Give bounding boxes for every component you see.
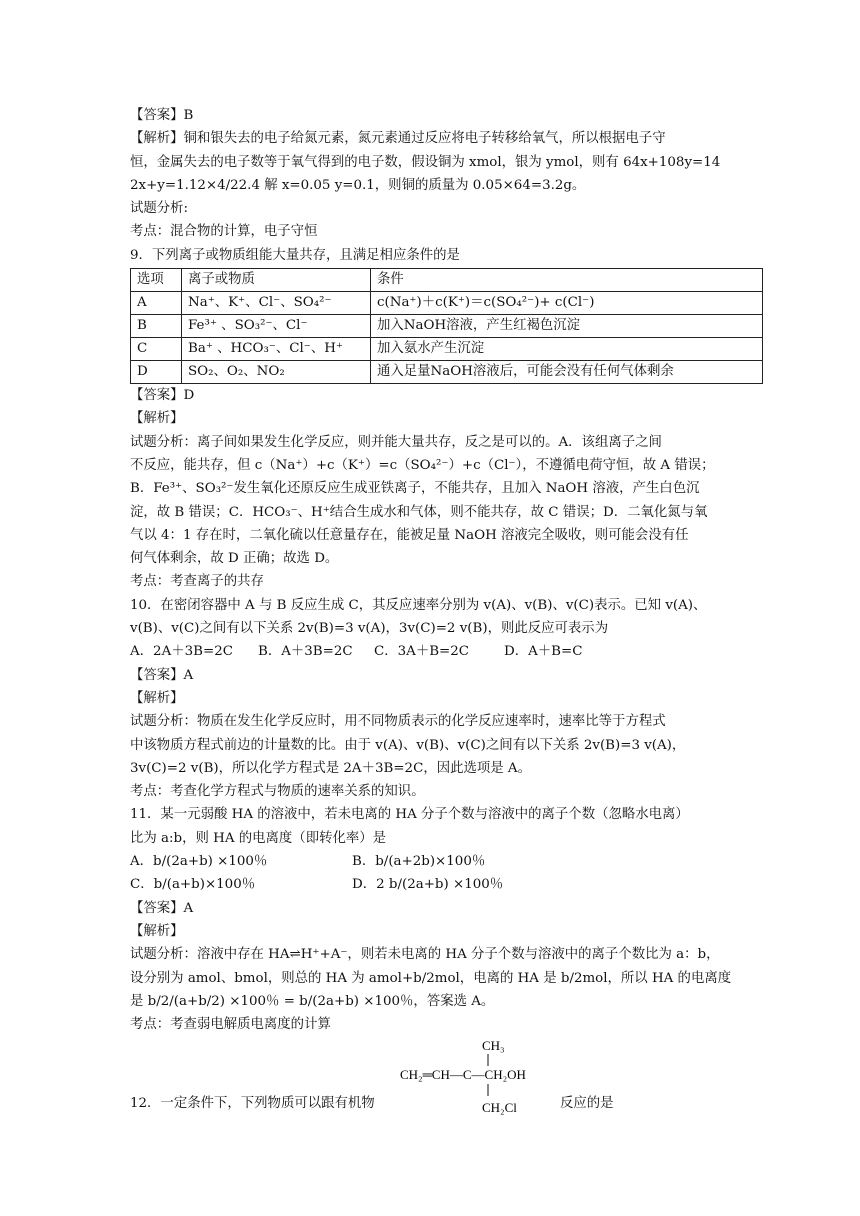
- table-cell: 加入NaOH溶液，产生红褐色沉淀: [371, 315, 763, 338]
- q9-analysis-line: 不反应，能共存，但 c（Na⁺）+c（K⁺）=c（SO₄²⁻）+c（Cl⁻），不遵循电荷守恒，故 A 错误；: [130, 457, 715, 473]
- q9-answer: 【答案】D: [130, 388, 195, 404]
- table-row: [131, 315, 763, 338]
- q8-kaodian: 考点：混合物的计算，电子守恒: [130, 224, 318, 240]
- structure-main-chain: CH₂═CH—C—CH₂OH: [400, 1067, 526, 1083]
- table-cell: 通入足量NaOH溶液后，可能会没有任何气体剩余: [371, 361, 763, 384]
- q9-analysis-line: 试题分析：离子间如果发生化学反应，则并能大量共存，反之是可以的。A．该组离子之间: [130, 434, 662, 450]
- q11-stem: 11．某一元弱酸 HA 的溶液中，若未电离的 HA 分子个数与溶液中的离子个数（忽略水电离）: [130, 807, 689, 823]
- table-header-row: [131, 269, 763, 292]
- document-page: [130, 104, 768, 1118]
- q8-tishi: 试题分析:: [130, 201, 189, 217]
- q12-block: [130, 1036, 768, 1118]
- q11-options: [130, 850, 768, 897]
- q10-jiexi: 【解析】: [130, 690, 184, 706]
- q11-answer: 【答案】A: [130, 900, 194, 916]
- q10-analysis-line: 3v(C)=2 v(B)，所以化学方程式是 2A＋3B=2C，因此选项是 A。: [130, 760, 531, 776]
- q10-analysis-line: 中该物质方程式前边的计量数的比。由于 v(A)、v(B)、v(C)之间有以下关系 2v(B)=3 v(A)，: [130, 737, 686, 753]
- q10-analysis-line: 试题分析：物质在发生化学反应时，用不同物质表示的化学反应速率时，速率比等于方程式: [130, 714, 666, 730]
- q9-kaodian: 考点：考查离子的共存: [130, 574, 264, 590]
- table-cell: SO₂、O₂、NO₂: [182, 361, 371, 384]
- table-cell: B: [131, 315, 182, 338]
- q9-analysis-line: B．Fe³⁺、SO₃²⁻发生氧化还原反应生成亚铁离子，不能共存，且加入 NaOH 溶液，产生白色沉: [130, 481, 700, 497]
- q9-jiexi: 【解析】: [130, 411, 184, 427]
- table-cell: Fe³⁺ 、SO₃²⁻、Cl⁻: [182, 315, 371, 338]
- table-header-cell: 条件: [371, 269, 763, 292]
- q11-analysis-line: 试题分析：溶液中存在 HA⇌H⁺+A⁻，则若未电离的 HA 分子个数与溶液中的离子个数比为 a：b，: [130, 947, 720, 963]
- table-cell: C: [131, 338, 182, 361]
- q12-stem-post: 反应的是: [560, 1096, 614, 1112]
- q10-answer: 【答案】A: [130, 667, 194, 683]
- structure-bottom-group: CH₂Cl: [482, 1100, 517, 1116]
- q8-analysis-line: 恒，金属失去的电子数等于氧气得到的电子数，假设铜为 xmol，银为 ymol，则有 64x+108y=14: [130, 154, 721, 170]
- q10-stem: v(B)、v(C)之间有以下关系 2v(B)=3 v(A)，3v(C)=2 v(B)，则此反应可表示为: [130, 621, 609, 637]
- q9-analysis-line: 气以 4：1 存在时，二氧化硫以任意量存在，能被足量 NaOH 溶液完全吸收，则可能会没有任: [130, 527, 689, 543]
- q11-analysis-line: 是 b/2/(a+b/2) ×100％ = b/(2a+b) ×100％，答案选 A。: [130, 993, 495, 1009]
- q9-analysis-line: 淀，故 B 错误；C．HCO₃⁻、H⁺结合生成水和气体，则不能共存，故 C 错误；D．二氧化氮与氧: [130, 504, 708, 520]
- q10-option-b: B．A＋3B=2C: [258, 644, 353, 660]
- q10-option-c: C．3A＋B=2C: [374, 644, 470, 660]
- table-header-cell: 离子或物质: [182, 269, 371, 292]
- table-header-cell: 选项: [131, 269, 182, 292]
- q12-stem-pre: 12．一定条件下，下列物质可以跟有机物: [130, 1096, 375, 1112]
- q9-stem: 9．下列离子或物质组能大量共存，且满足相应条件的是: [130, 247, 460, 263]
- table-cell: Na⁺、K⁺、Cl⁻、SO₄²⁻: [182, 292, 371, 315]
- table-row: [131, 338, 763, 361]
- q11-option-b: B．b/(a+2b)×100％: [352, 854, 486, 870]
- q8-analysis-line: 2x+y=1.12×4/22.4 解 x=0.05 y=0.1，则铜的质量为 0.05×64=3.2g。: [130, 177, 586, 193]
- q10-option-a: A．2A＋3B=2C: [130, 644, 233, 660]
- q11-option-d: D．2 b/(2a+b) ×100％: [352, 877, 504, 893]
- q10-option-d: D．A＋B=C: [504, 644, 583, 660]
- q11-analysis-line: 设分别为 amol、bmol，则总的 HA 为 amol+b/2mol，电离的 HA 是 b/2mol，所以 HA 的电离度: [130, 970, 732, 986]
- q11-option-c: C．b/(a+b)×100％: [130, 877, 256, 893]
- table-row: [131, 361, 763, 384]
- q9-options-table: [130, 268, 763, 384]
- table-cell: D: [131, 361, 182, 384]
- table-cell: A: [131, 292, 182, 315]
- q8-analysis-line: 【解析】铜和银失去的电子给氮元素，氮元素通过反应将电子转移给氧气，所以根据电子守: [130, 131, 666, 147]
- q10-options: [130, 640, 768, 663]
- q11-jiexi: 【解析】: [130, 923, 184, 939]
- table-cell: Ba⁺ 、HCO₃⁻、Cl⁻、H⁺: [182, 338, 371, 361]
- q9-analysis-line: 何气体剩余，故 D 正确；故选 D。: [130, 551, 339, 567]
- table-cell: c(Na⁺)＋c(K⁺)＝c(SO₄²⁻)+ c(Cl⁻): [371, 292, 763, 315]
- q10-stem: 10．在密闭容器中 A 与 B 反应生成 C，其反应速率分别为 v(A)、v(B)、v(C)表示。已知 v(A)、: [130, 597, 707, 613]
- q10-kaodian: 考点：考查化学方程式与物质的速率关系的知识。: [130, 784, 425, 800]
- q11-option-a: A．b/(2a+b) ×100％: [130, 854, 268, 870]
- q11-stem: 比为 a:b，则 HA 的电离度（即转化率）是: [130, 830, 387, 846]
- table-cell: 加入氨水产生沉淀: [371, 338, 763, 361]
- table-row: [131, 292, 763, 315]
- q11-kaodian: 考点：考查弱电解质电离度的计算: [130, 1017, 331, 1033]
- structure-top-group: CH₃: [482, 1038, 505, 1054]
- q8-answer: 【答案】B: [130, 108, 194, 123]
